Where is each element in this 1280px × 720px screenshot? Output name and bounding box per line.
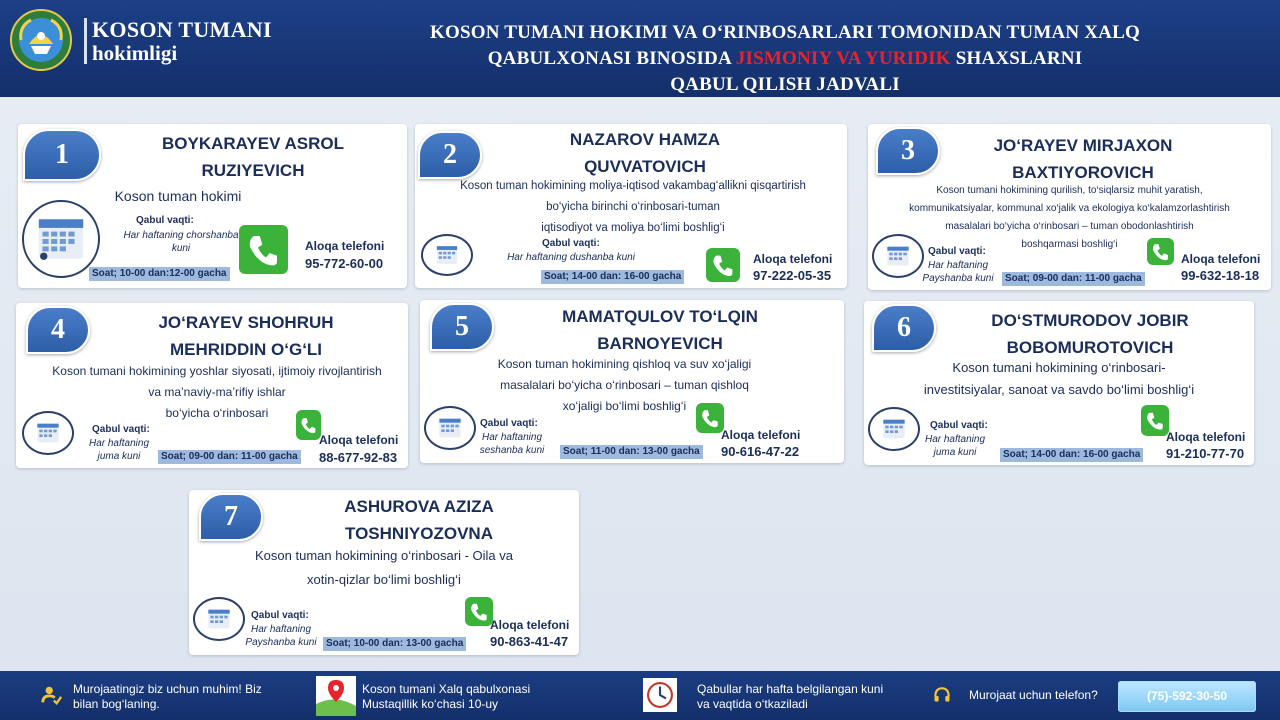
card-number-badge: 6: [872, 304, 936, 352]
phone-icon: [465, 597, 493, 626]
phone-icon: [1141, 405, 1169, 436]
official-card-3: [868, 124, 1271, 290]
reception-hours: Soat; 10-00 dan: 13-00 gacha: [323, 637, 466, 651]
calendar-icon: [872, 234, 924, 278]
reception-days: Har haftaning dushanba kuni: [507, 252, 635, 263]
reception-hours: Soat; 11-00 dan: 13-00 gacha: [560, 445, 703, 459]
title-line-1: KOSON TUMANI HOKIMI VA O‘RINBOSARLARI TOMONIDAN TUMAN XALQ: [430, 22, 1140, 43]
reception-label: Qabul vaqti:: [928, 246, 986, 257]
official-card-6: [864, 301, 1254, 465]
phone-number: 90-863-41-47: [490, 634, 569, 649]
official-role: Koson tumani hokimining o‘rinbosari- investitsiyalar, sanoat va savdo bo‘limi boshlig‘i: [923, 360, 1195, 397]
reception-label: Qabul vaqti:: [251, 610, 309, 621]
official-card-1: [18, 124, 407, 288]
phone-number: 95-772-60-00: [305, 256, 384, 271]
calendar-icon: [868, 407, 920, 451]
reception-days: Har haftaning Payshanba kuni: [922, 260, 994, 284]
phone-number: 97-222-05-35: [753, 268, 832, 283]
official-name: BOYKARAYEV ASROL RUZIYEVICH: [162, 134, 344, 180]
phone-number: 99-632-18-18: [1181, 268, 1260, 283]
contact-label: Aloqa telefoni: [1166, 430, 1246, 444]
official-card-5: [420, 300, 844, 463]
brand-subtitle: hokimligi: [92, 41, 178, 65]
official-name: DO‘STMURODOV JOBIR BOBOMUROTOVICH: [991, 311, 1189, 357]
card-number-badge: 3: [876, 127, 940, 175]
reception-hours: Soat; 14-00 dan: 16-00 gacha: [541, 270, 684, 284]
phone-number: 90-616-47-22: [721, 444, 800, 459]
calendar-icon: [22, 411, 74, 455]
phone-icon: [696, 403, 724, 433]
official-name: NAZAROV HAMZA QUVVATOVICH: [569, 130, 721, 176]
phone-number: 88-677-92-83: [319, 450, 398, 465]
phone-icon: [296, 410, 321, 440]
reception-hours: Soat; 09-00 dan: 11-00 gacha: [1002, 272, 1145, 286]
headset-icon: [932, 685, 952, 705]
title-line-2: QABULXONASI BINOSIDA JISMONIY VA YURIDIK SHAXSLARNI: [487, 48, 1083, 69]
official-role: Koson tumani hokimining qurilish, to‘siqlarsiz muhit yaratish, kommunikatsiyalar, kommunal xo‘jalik va ekologiya ko‘kalamzorlashtirish masalalari bo‘yicha o‘rinbosari – tuman obodonlashtirish boshqarmasi boshlig‘i: [909, 185, 1230, 250]
footer-schedule-note: Qabullar har hafta belgilangan kuni va vaqtida o‘tkaziladi: [697, 682, 884, 711]
reception-hours: Soat; 14-00 dan: 16-00 gacha: [1000, 448, 1143, 462]
user-check-icon: [40, 684, 64, 706]
reception-days: Har haftaning seshanba kuni: [479, 432, 545, 456]
official-name: JO‘RAYEV MIRJAXON BAXTIYOROVICH: [993, 136, 1173, 182]
reception-label: Qabul vaqti:: [136, 215, 194, 226]
contact-phone-button[interactable]: (75)-592-30-50: [1118, 681, 1256, 712]
reception-label: Qabul vaqti:: [542, 238, 600, 249]
contact-label: Aloqa telefoni: [1181, 252, 1261, 266]
reception-hours: Soat; 09-00 dan: 11-00 gacha: [158, 450, 301, 464]
brand-name: KOSON TUMANI: [92, 17, 272, 42]
reception-days: Har haftaning juma kuni: [88, 438, 150, 462]
calendar-icon: [421, 234, 473, 276]
contact-label: Aloqa telefoni: [490, 618, 570, 632]
phone-icon: [1147, 238, 1174, 265]
official-role: Koson tuman hokimining o‘rinbosari - Oila va xotin-qizlar bo‘limi boshlig‘i: [255, 548, 513, 587]
official-name: JO‘RAYEV SHOHRUH MEHRIDDIN O‘G‘LI: [158, 313, 334, 359]
phone-number: 91-210-77-70: [1166, 446, 1245, 461]
title-highlight: JISMONIY VA YURIDIK: [735, 48, 951, 69]
card-number-badge: 4: [26, 306, 90, 354]
reception-hours: Soat; 10-00 dan:12-00 gacha: [89, 267, 230, 281]
page-title: [400, 20, 1170, 98]
reception-label: Qabul vaqti:: [92, 424, 150, 435]
card-number-badge: 7: [199, 493, 263, 541]
official-card-7: [189, 490, 579, 655]
phone-icon: [706, 248, 740, 282]
map-pin-icon: [316, 675, 356, 717]
official-role: Koson tuman hokimining moliya-iqtisod vakambag‘allikni qisqartirish bo‘yicha birinchi o‘rinbosari-tuman iqtisodiyot va moliya bo‘limi boshlig‘i: [460, 180, 806, 234]
official-name: MAMATQULOV TO‘LQIN BARNOYEVICH: [562, 307, 758, 353]
calendar-icon: [424, 406, 476, 450]
calendar-icon: [193, 597, 245, 641]
official-role: Koson tuman hokimi: [114, 188, 242, 204]
contact-label: Aloqa telefoni: [753, 252, 833, 266]
official-card-2: [415, 124, 847, 288]
reception-days: Har haftaning juma kuni: [924, 434, 986, 458]
brand-divider: [84, 18, 87, 64]
contact-label: Aloqa telefoni: [721, 428, 801, 442]
title-line-3: QABUL QILISH JADVALI: [670, 74, 900, 95]
header: [0, 0, 1280, 97]
phone-icon: [239, 225, 288, 274]
footer-message: Murojaatingiz biz uchun muhim! Biz bilan bog‘laning.: [73, 682, 262, 711]
contact-label: Aloqa telefoni: [319, 433, 399, 447]
reception-label: Qabul vaqti:: [930, 420, 988, 431]
official-role: Koson tumani hokimining yoshlar siyosati, ijtimoiy rivojlantirish va ma’naviy-ma’rifiy ishlar bo‘yicha o‘rinbosari: [52, 364, 382, 420]
official-role: Koson tuman hokimining qishloq va suv xo‘jaligi masalalari bo‘yicha o‘rinbosari – tuman qishloq xo‘jaligi bo‘limi boshlig‘i: [497, 357, 752, 413]
card-number-badge: 2: [418, 131, 482, 179]
reception-days: Har haftaning chorshanba kuni: [123, 230, 239, 254]
clock-icon: [643, 677, 677, 713]
official-card-4: [16, 303, 408, 468]
card-number-badge: 1: [23, 129, 101, 181]
card-number-badge: 5: [430, 303, 494, 351]
reception-days: Har haftaning Payshanba kuni: [245, 624, 317, 648]
state-emblem-icon: [9, 8, 73, 72]
footer-address: Koson tumani Xalq qabulxonasi Mustaqillik ko‘chasi 10-uy: [362, 682, 531, 711]
contact-label: Aloqa telefoni: [305, 239, 385, 253]
reception-label: Qabul vaqti:: [480, 418, 538, 429]
official-name: ASHUROVA AZIZA TOSHNIYOZOVNA: [344, 497, 494, 543]
footer-phone-question: Murojaat uchun telefon?: [969, 688, 1098, 702]
